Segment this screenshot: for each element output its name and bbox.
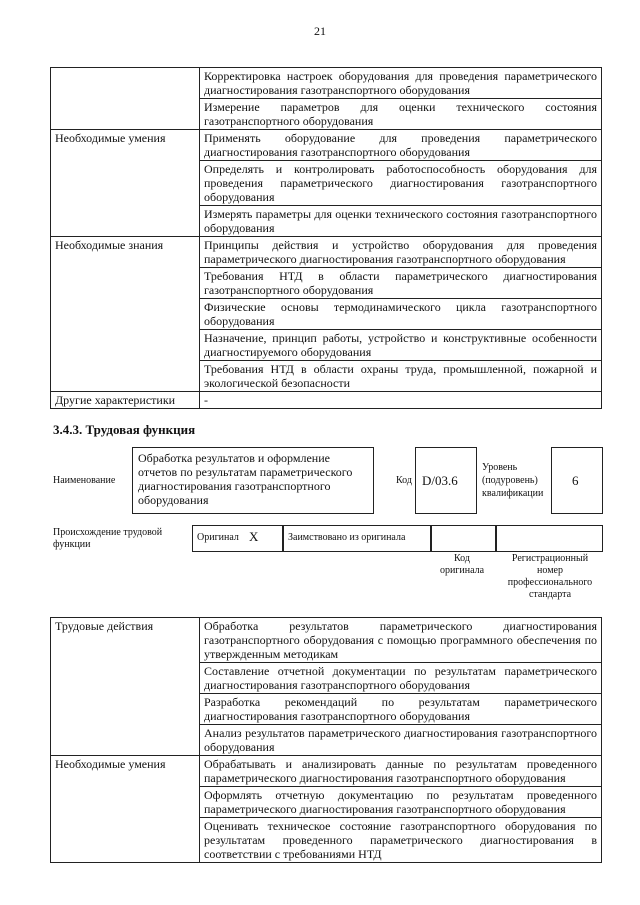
- origin-borrowed-box: [282, 525, 432, 552]
- origin-label: Происхождение трудовой функции: [53, 527, 163, 550]
- table-cell: Измерение параметров для оценки технического состояния газотранспортного оборудования: [200, 99, 602, 130]
- table-row: [51, 618, 602, 663]
- function-name-value: Обработка результатов и оформление отчетов по результатам параметрического диагностирования газотранспортного оборудования: [138, 451, 353, 507]
- level-value: 6: [572, 473, 579, 488]
- table-cell: Оценивать техническое состояние газотранспортного оборудования по результатам проведенного параметрического диагностирования в соответствии с требованиями НТД: [200, 818, 602, 863]
- table-row: [51, 392, 602, 409]
- table-cell: Определять и контролировать работоспособность оборудования для проведения параметрического диагностирования газотранспортного оборудования: [200, 161, 602, 206]
- row-label: Трудовые действия: [51, 618, 200, 756]
- table-row: [51, 237, 602, 268]
- row-label: [51, 68, 200, 130]
- code-label: Код: [396, 475, 412, 486]
- table-cell: Требования НТД в области параметрического диагностирования газотранспортного оборудования: [200, 268, 602, 299]
- table-cell: Физические основы термодинамического цикла газотранспортного оборудования: [200, 299, 602, 330]
- table-cell: Измерять параметры для оценки технического состояния газотранспортного оборудования: [200, 206, 602, 237]
- row-label: Необходимые умения: [51, 756, 200, 863]
- table-row: [51, 130, 602, 161]
- table-cell: Разработка рекомендаций по результатам параметрического диагностирования газотранспортного оборудования: [200, 694, 602, 725]
- origin-code-box: [430, 525, 497, 552]
- borrowed-label: Заимствовано из оригинала: [288, 532, 406, 543]
- competency-table-top: [50, 67, 602, 409]
- table-cell: Анализ результатов параметрического диагностирования газотранспортного оборудования: [200, 725, 602, 756]
- table-cell: Требования НТД в области охраны труда, промышленной, пожарной и экологической безопасности: [200, 361, 602, 392]
- table-cell: Обрабатывать и анализировать данные по результатам проведенного параметрического диагностирования газотранспортного оборудования: [200, 756, 602, 787]
- table-cell: Корректировка настроек оборудования для проведения параметрического диагностирования газотранспортного оборудования: [200, 68, 602, 99]
- origin-original-box: [192, 525, 284, 552]
- level-box: [551, 447, 603, 514]
- table-cell: Составление отчетной документации по результатам параметрического диагностирования газотранспортного оборудования: [200, 663, 602, 694]
- section-title: 3.4.3. Трудовая функция: [53, 422, 196, 437]
- page-number: 21: [314, 24, 326, 38]
- code-caption: Код оригинала: [439, 553, 485, 576]
- original-label: Оригинал: [197, 532, 239, 543]
- table-row: [51, 756, 602, 787]
- table-cell: Назначение, принцип работы, устройство и конструктивные особенности диагностируемого оборудования: [200, 330, 602, 361]
- table-row: [51, 68, 602, 99]
- name-label: Наименование: [53, 475, 116, 486]
- row-label: Другие характеристики: [51, 392, 200, 409]
- table-cell: Применять оборудование для проведения параметрического диагностирования газотранспортного оборудования: [200, 130, 602, 161]
- row-label: Необходимые умения: [51, 130, 200, 237]
- row-label: Необходимые знания: [51, 237, 200, 392]
- level-label: Уровень (подуровень) квалификации: [482, 462, 544, 499]
- table-cell: -: [200, 392, 602, 409]
- table-cell: Оформлять отчетную документацию по результатам проведенного параметрического диагностирования газотранспортного оборудования: [200, 787, 602, 818]
- origin-reg-box: [495, 525, 603, 552]
- original-mark: X: [249, 529, 259, 544]
- code-box: [415, 447, 477, 514]
- table-cell: Принципы действия и устройство оборудования для проведения параметрического диагностирования газотранспортного оборудования: [200, 237, 602, 268]
- competency-table-bottom: [50, 617, 602, 863]
- table-cell: Обработка результатов параметрического диагностирования газотранспортного оборудования с помощью программного обеспечения по утвержденным методикам: [200, 618, 602, 663]
- function-name-box: [132, 447, 374, 514]
- code-value: D/03.6: [422, 473, 458, 488]
- reg-caption: Регистрационный номер профессионального стандарта: [507, 553, 593, 600]
